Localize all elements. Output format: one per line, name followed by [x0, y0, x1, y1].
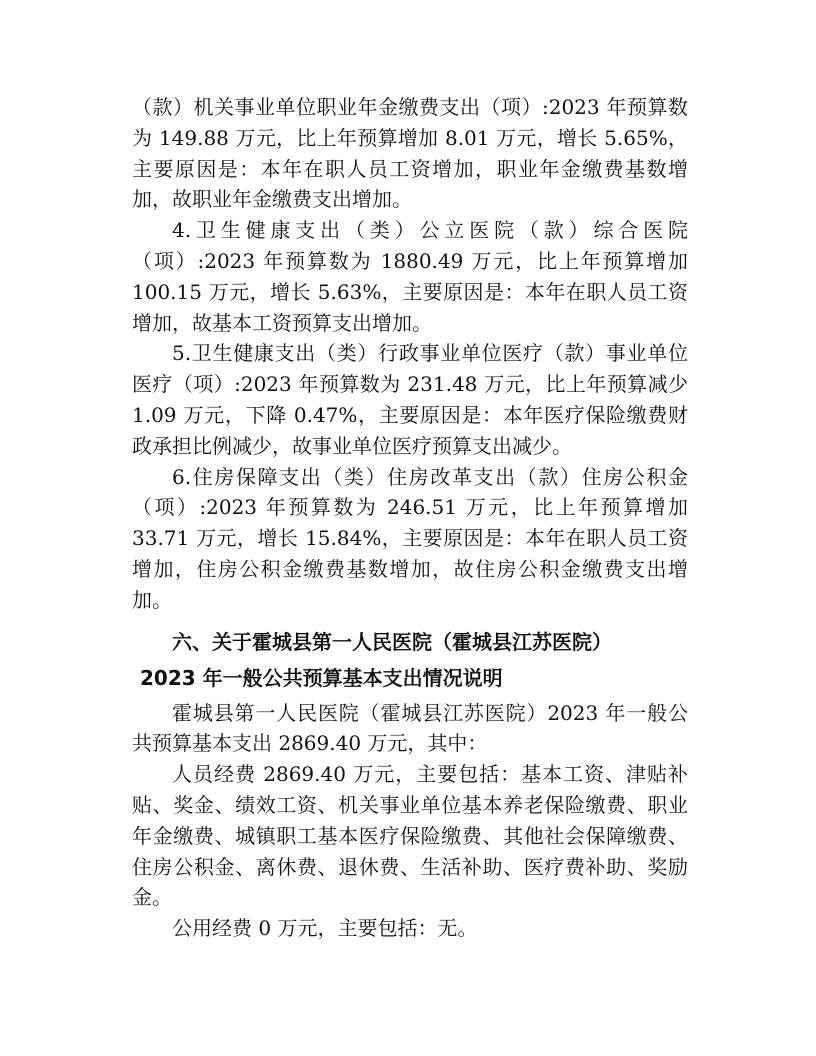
document-page — [132, 92, 688, 944]
paragraph-personnel-expenses: 人员经费 2869.40 万元，主要包括：基本工资、津贴补贴、奖金、绩效工资、机关事业单位基本养老保险缴费、职业年金缴费、城镇职工基本医疗保险缴费、其他社会保障缴费、住房公积金、离休费、退休费、生活补助、医疗费补助、奖励金。 — [132, 762, 688, 910]
section-heading-line1: 六、关于霍城县第一人民医院（霍城县江苏医院） — [172, 629, 612, 654]
paragraph-public-expenses: 公用经费 0 万元，主要包括：无。 — [172, 916, 478, 941]
paragraph-housing-fund: 6.住房保障支出（类）住房改革支出（款）住房公积金（项）:2023 年预算数为 246.51 万元，比上年预算增加 33.71 万元，增长 15.84%，主要原因是：本年在职人员工资增加，住房公积金缴费基数增加，故住房公积金缴费支出增加。 — [132, 464, 688, 612]
paragraph-general-hospital: 4.卫生健康支出（类）公立医院（款）综合医院（项）:2023 年预算数为 1880.49 万元，比上年预算增加 100.15 万元，增长 5.63%，主要原因是：本年在职人员工资增加，故基本工资预算支出增加。 — [132, 218, 688, 335]
paragraph-occupational-annuity: （款）机关事业单位职业年金缴费支出（项）:2023 年预算数为 149.88 万元，比上年预算增加 8.01 万元，增长 5.65%，主要原因是：本年在职人员工资增加，职业年金缴费基数增加，故职业年金缴费支出增加。 — [132, 95, 688, 212]
paragraph-basic-expenditure: 霍城县第一人民医院（霍城县江苏医院）2023 年一般公共预算基本支出 2869.40 万元，其中： — [132, 700, 688, 756]
paragraph-institution-medical: 5.卫生健康支出（类）行政事业单位医疗（款）事业单位医疗（项）:2023 年预算数为 231.48 万元，比上年预算减少 1.09 万元，下降 0.47%，主要原因是：本年医疗保险缴费财政承担比例减少，故事业单位医疗预算支出减少。 — [132, 341, 688, 458]
section-heading-line2: 2023 年一般公共预算基本支出情况说明 — [140, 665, 503, 690]
